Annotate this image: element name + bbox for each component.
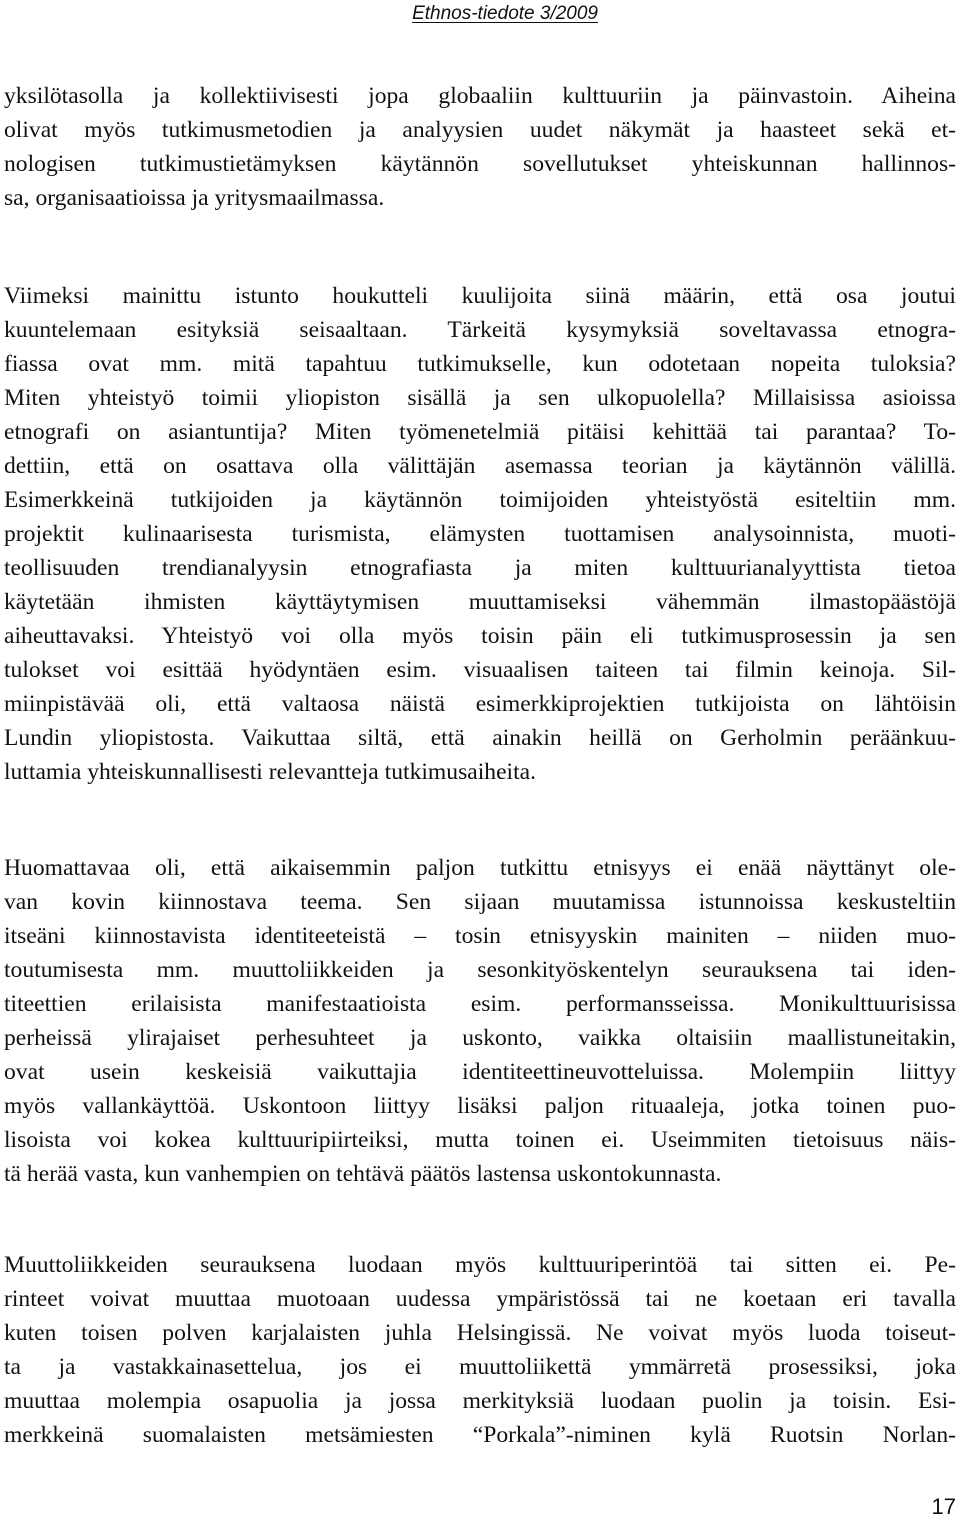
text-line: tulokset voi esittää hyödyntäen esim. visuaalisen taiteen tai filmin keinoja. Sil- (4, 657, 956, 683)
paragraph (4, 79, 956, 215)
paragraph (4, 851, 956, 1191)
text-line: sa, organisaatioissa ja yritysmaailmassa. (4, 185, 385, 211)
text-line: Esimerkkeinä tutkijoiden ja käytännön toimijoiden yhteistyöstä esiteltiin mm. (4, 487, 956, 513)
running-header: Ethnos-tiedote 3/2009 (412, 3, 598, 24)
paragraph (4, 279, 956, 789)
text-line: ta ja vastakkainasettelua, jos ei muuttoliikettä ymmärretä prosessiksi, joka (4, 1354, 956, 1380)
text-line: titeettien erilaisista manifestaatioista esim. performansseissa. Monikulttuurisissa (4, 991, 956, 1017)
paragraph (4, 1248, 956, 1452)
text-line: itseäni kiinnostavista identiteeteistä – tosin etnisyyskin mainiten – niiden muo- (4, 923, 956, 949)
text-line: aiheuttavaksi. Yhteistyö voi olla myös toisin päin eli tutkimusprosessin ja sen (4, 623, 956, 649)
text-line: käytetään ihmisten käyttäytymisen muuttamiseksi vähemmän ilmastopäästöjä (4, 589, 956, 615)
text-line: yksilötasolla ja kollektiivisesti jopa globaaliin kulttuuriin ja päinvastoin. Aiheina (4, 83, 956, 109)
text-line: muuttaa molempia osapuolia ja jossa merkityksiä luodaan puolin ja toisin. Esi- (4, 1388, 956, 1414)
text-line: merkkeinä suomalaisten metsämiesten “Porkala”-niminen kylä Ruotsin Norlan- (4, 1422, 956, 1448)
text-line: Muuttoliikkeiden seurauksena luodaan myös kulttuuriperintöä tai sitten ei. Pe- (4, 1252, 956, 1278)
text-line: Viimeksi mainittu istunto houkutteli kuulijoita siinä määrin, että osa joutui (4, 283, 956, 309)
text-line: Miten yhteistyö toimii yliopiston sisällä ja sen ulkopuolella? Millaisissa asioissa (4, 385, 956, 411)
text-line: miinpistävää oli, että valtaosa näistä esimerkkiprojektien tutkijoista on lähtöisin (4, 691, 956, 717)
text-line: perheissä ylirajaiset perhesuhteet ja uskonto, vaikka oltaisiin maallistuneitakin, (4, 1025, 956, 1051)
text-line: olivat myös tutkimusmetodien ja analyysien uudet näkymät ja haasteet sekä et- (4, 117, 956, 143)
text-line: dettiin, että on osattava olla välittäjän asemassa teorian ja käytännön välillä. (4, 453, 956, 479)
text-line: Lundin yliopistosta. Vaikuttaa siltä, että ainakin heillä on Gerholmin peräänkuu- (4, 725, 956, 751)
text-line: nologisen tutkimustietämyksen käytännön sovellutukset yhteiskunnan hallinnos- (4, 151, 956, 177)
text-line: lisoista voi kokea kulttuuripiirteiksi, mutta toinen ei. Useimmiten tietoisuus näis- (4, 1127, 956, 1153)
page-number: 17 (931, 1494, 956, 1519)
text-line: rinteet voivat muuttaa muotoaan uudessa ympäristössä tai ne koetaan eri tavalla (4, 1286, 956, 1312)
text-line: luttamia yhteiskunnallisesti relevantteja tutkimusaiheita. (4, 759, 537, 785)
text-line: ovat usein keskeisiä vaikuttajia identiteettineuvotteluissa. Molempiin liittyy (4, 1059, 956, 1085)
text-line: myös vallankäyttöä. Uskontoon liittyy lisäksi paljon rituaaleja, jotka toinen puo- (4, 1093, 956, 1119)
text-line: etnografi on asiantuntija? Miten työmenetelmiä pitäisi kehittää tai parantaa? To- (4, 419, 956, 445)
text-line: fiassa ovat mm. mitä tapahtuu tutkimukselle, kun odotetaan nopeita tuloksia? (4, 351, 956, 377)
text-line: tä herää vasta, kun vanhempien on tehtävä päätös lastensa uskontokunnasta. (4, 1161, 722, 1187)
text-line: teollisuuden trendianalyysin etnografiasta ja miten kulttuurianalyyttista tietoa (4, 555, 956, 581)
text-line: van kovin kiinnostava teema. Sen sijaan muutamissa istunnoissa keskusteltiin (4, 889, 956, 915)
text-line: kuuntelemaan esityksiä seisaaltaan. Tärkeitä kysymyksiä soveltavassa etnogra- (4, 317, 956, 343)
text-line: Huomattavaa oli, että aikaisemmin paljon tutkittu etnisyys ei enää näyttänyt ole- (4, 855, 956, 881)
text-line: toutumisesta mm. muuttoliikkeiden ja sesonkityöskentelyn seurauksena tai iden- (4, 957, 956, 983)
text-line: kuten toisen polven karjalaisten juhla Helsingissä. Ne voivat myös luoda toiseut- (4, 1320, 956, 1346)
text-line: projektit kulinaarisesta turismista, elämysten tuottamisen analysoinnista, muoti- (4, 521, 956, 547)
